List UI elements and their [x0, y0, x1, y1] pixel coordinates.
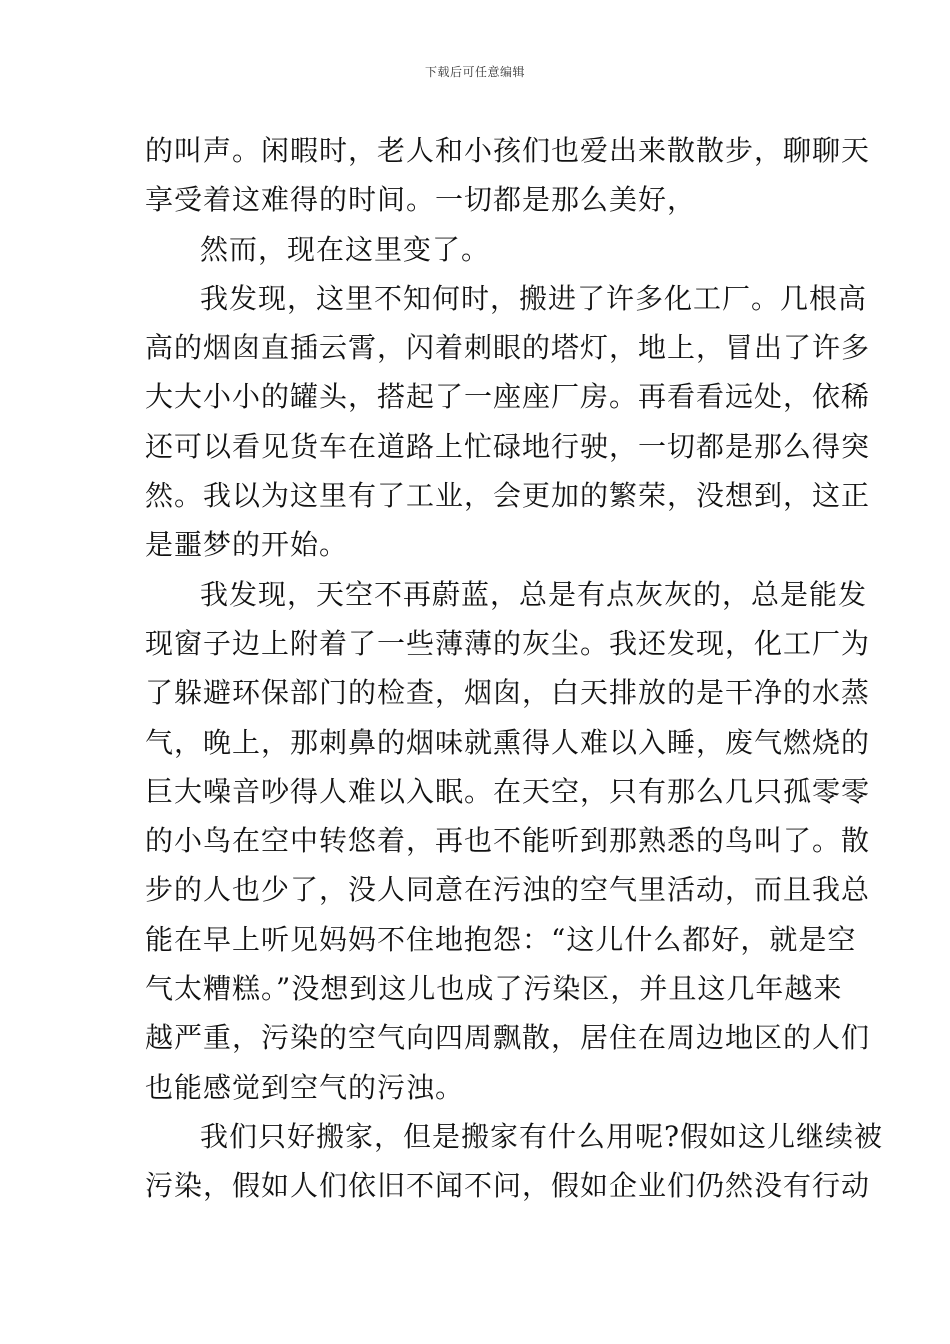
- text-line: 气太糟糕。”没想到这儿也成了污染区，并且这几年越来: [145, 972, 843, 1006]
- text-line: 也能感觉到空气的污浊。: [145, 1070, 465, 1104]
- text-line: 现窗子边上附着了一些薄薄的灰尘。我还发现，化工厂为: [145, 626, 871, 660]
- text-line: 了躲避环保部门的检查，烟囱，白天排放的是干净的水蒸: [145, 676, 871, 710]
- text-line: 高的烟囱直插云霄，闪着刺眼的塔灯，地上，冒出了许多: [145, 331, 871, 365]
- text-line: 享受着这难得的时间。一切都是那么美好，: [145, 183, 697, 217]
- text-line: 的叫声。闲暇时，老人和小孩们也爱出来散散步，聊聊天: [145, 134, 871, 167]
- document-body: [145, 126, 884, 1211]
- text-line: 然。我以为这里有了工业，会更加的繁荣，没想到，这正: [145, 479, 871, 513]
- text-line: 越严重，污染的空气向四周飘散，居住在周边地区的人们: [145, 1021, 871, 1055]
- text-line: 我们只好搬家，但是搬家有什么用呢?假如这儿继续被: [200, 1119, 884, 1153]
- text-line: 步的人也少了，没人同意在污浊的空气里活动，而且我总: [145, 873, 871, 907]
- text-line: 我发现，天空不再蔚蓝，总是有点灰灰的，总是能发: [200, 577, 868, 611]
- text-line: 还可以看见货车在道路上忙碌地行驶，一切都是那么得突: [145, 429, 871, 463]
- text-line: 巨大噪音吵得人难以入眠。在天空，只有那么几只孤零零: [145, 774, 871, 808]
- text-line: 的小鸟在空中转悠着，再也不能听到那熟悉的鸟叫了。散: [145, 824, 871, 858]
- text-line: 是噩梦的开始。: [145, 528, 349, 562]
- text-line: 气，晚上，那刺鼻的烟味就熏得人难以入睡，废气燃烧的: [145, 725, 871, 759]
- text-line: 污染，假如人们依旧不闻不问，假如企业们仍然没有行动: [145, 1169, 871, 1203]
- page-header: 下载后可任意编辑: [424, 65, 525, 79]
- text-line: 大大小小的罐头，搭起了一座座厂房。再看看远处，依稀: [145, 380, 871, 414]
- text-line: 然而，现在这里变了。: [200, 232, 491, 266]
- text-line: 我发现，这里不知何时，搬进了许多化工厂。几根高: [200, 281, 868, 315]
- text-line: 能在早上听见妈妈不住地抱怨：“这儿什么都好，就是空: [145, 922, 857, 956]
